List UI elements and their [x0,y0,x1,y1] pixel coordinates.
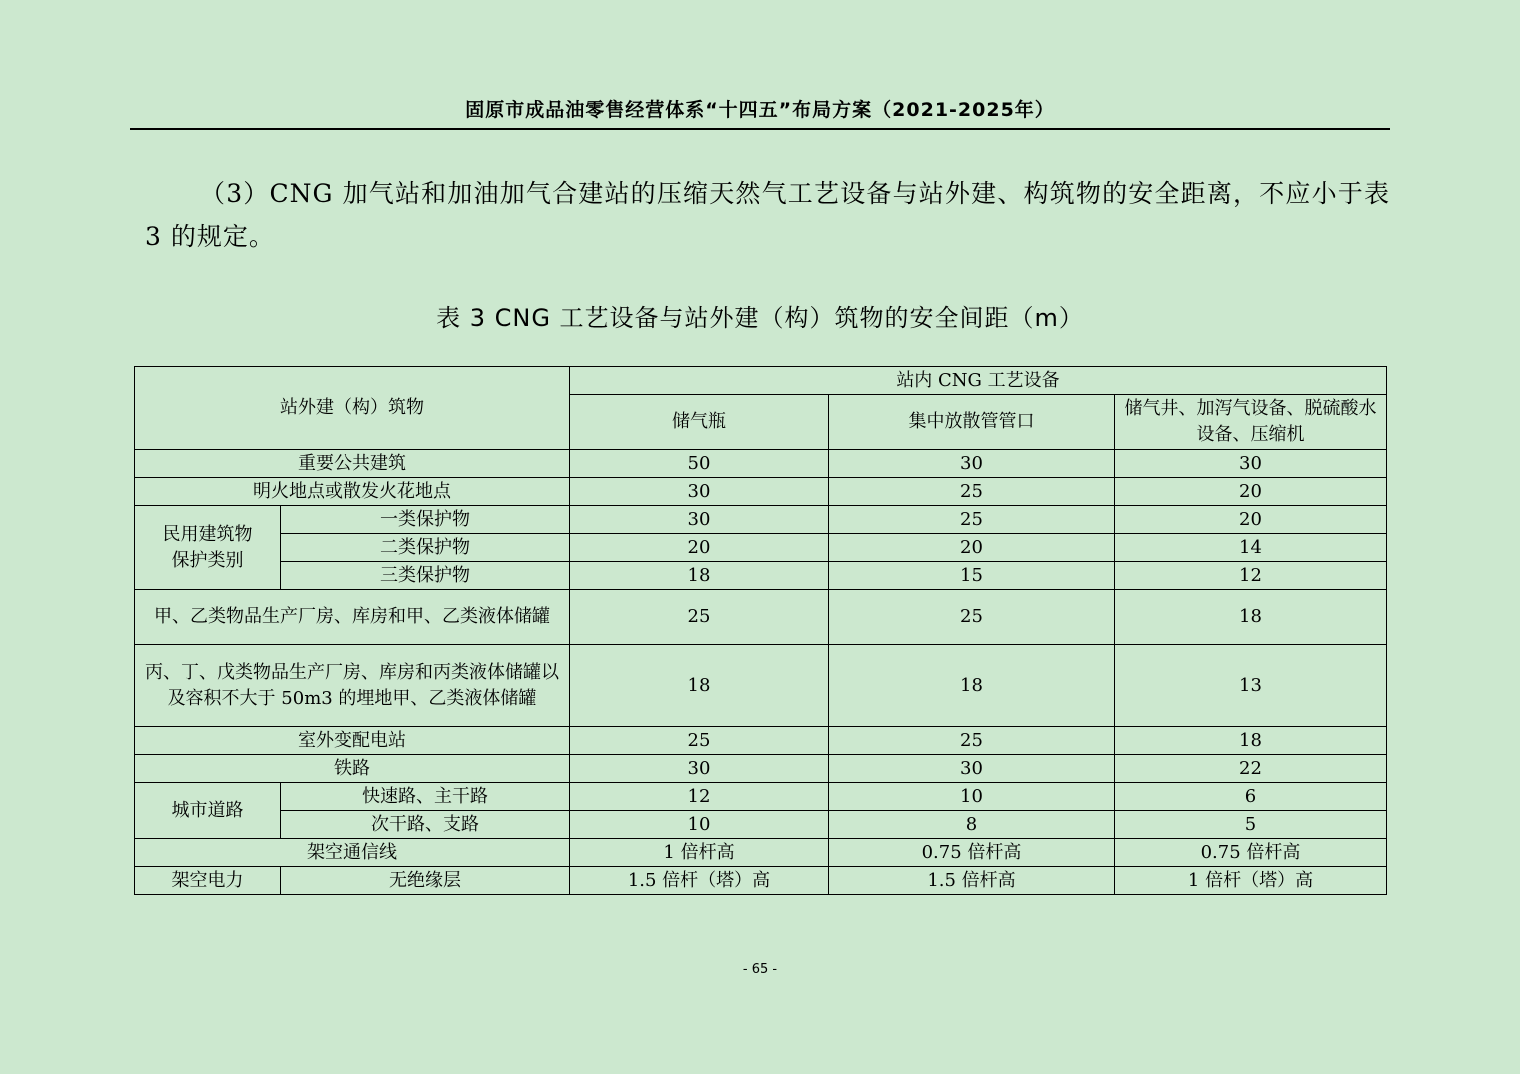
table-cell: 18 [570,645,829,727]
page-number: - 65 - [742,962,778,977]
table-cell: 30 [570,506,829,534]
row-group-label: 民用建筑物保护类别 [135,506,281,590]
row-sub-label: 三类保护物 [281,562,570,590]
table-cell: 1 倍杆（塔）高 [1115,867,1387,895]
header-cell-structure: 站外建（构）筑物 [135,367,570,450]
table-cell: 20 [829,534,1115,562]
table-cell: 15 [829,562,1115,590]
table-row [135,590,1387,645]
table-cell: 18 [1115,590,1387,645]
header-cell: 集中放散管管口 [829,395,1115,450]
table-cell: 1.5 倍杆（塔）高 [570,867,829,895]
table-cell: 13 [1115,645,1387,727]
table-row [135,727,1387,755]
row-sub-label: 无绝缘层 [281,867,570,895]
table-cell: 1 倍杆高 [570,839,829,867]
table-row [135,811,1387,839]
table-cell: 25 [829,727,1115,755]
safety-distance-table [134,366,1387,895]
header-cell: 储气瓶 [570,395,829,450]
table-cell: 12 [1115,562,1387,590]
table-cell: 22 [1115,755,1387,783]
table-row [135,645,1387,727]
table-cell: 30 [570,755,829,783]
row-label: 明火地点或散发火花地点 [135,478,570,506]
table-cell: 30 [1115,450,1387,478]
table-cell: 25 [829,478,1115,506]
table-row [135,755,1387,783]
row-group-label: 城市道路 [135,783,281,839]
row-label: 丙、丁、戊类物品生产厂房、库房和丙类液体储罐以及容积不大于 50m3 的埋地甲、乙类液体储罐 [135,645,570,727]
table-cell: 30 [570,478,829,506]
table-row [135,534,1387,562]
table-row [135,478,1387,506]
table-cell: 8 [829,811,1115,839]
table-cell: 0.75 倍杆高 [829,839,1115,867]
table-cell: 5 [1115,811,1387,839]
table-cell: 6 [1115,783,1387,811]
page-header-title: 固原市成品油零售经营体系“十四五”布局方案（2021-2025年） [465,99,1055,121]
table-cell: 18 [1115,727,1387,755]
row-sub-label: 一类保护物 [281,506,570,534]
table-cell: 18 [570,562,829,590]
table-row [135,562,1387,590]
table-row [135,450,1387,478]
table-cell: 25 [829,590,1115,645]
table-cell: 18 [829,645,1115,727]
table-cell: 25 [829,506,1115,534]
row-group-label: 架空电力 [135,867,281,895]
table-cell: 14 [1115,534,1387,562]
row-label: 室外变配电站 [135,727,570,755]
table-cell: 25 [570,590,829,645]
row-label: 铁路 [135,755,570,783]
table-row [135,783,1387,811]
table-cell: 30 [829,755,1115,783]
table-cell: 1.5 倍杆高 [829,867,1115,895]
table-row [135,506,1387,534]
body-paragraph: （3）CNG 加气站和加油加气合建站的压缩天然气工艺设备与站外建、构筑物的安全距离，不应小于表 3 的规定。 [145,179,1390,251]
row-sub-label: 次干路、支路 [281,811,570,839]
row-sub-label: 快速路、主干路 [281,783,570,811]
table-cell: 20 [570,534,829,562]
table-cell: 30 [829,450,1115,478]
table-cell: 50 [570,450,829,478]
row-label: 甲、乙类物品生产厂房、库房和甲、乙类液体储罐 [135,590,570,645]
table-cell: 10 [829,783,1115,811]
header-cell-equipment-group: 站内 CNG 工艺设备 [570,367,1387,395]
table-caption: 表 3 CNG 工艺设备与站外建（构）筑物的安全间距（m） [436,304,1084,332]
header-cell: 储气井、加泻气设备、脱硫酸水设备、压缩机 [1115,395,1387,450]
table-cell: 20 [1115,506,1387,534]
table-cell: 20 [1115,478,1387,506]
row-sub-label: 二类保护物 [281,534,570,562]
row-label: 重要公共建筑 [135,450,570,478]
table-row [135,867,1387,895]
row-label: 架空通信线 [135,839,570,867]
table-cell: 10 [570,811,829,839]
table-header-row [135,367,1387,395]
table-row [135,839,1387,867]
table-cell: 12 [570,783,829,811]
table-cell: 0.75 倍杆高 [1115,839,1387,867]
header-divider [130,128,1390,130]
table-cell: 25 [570,727,829,755]
